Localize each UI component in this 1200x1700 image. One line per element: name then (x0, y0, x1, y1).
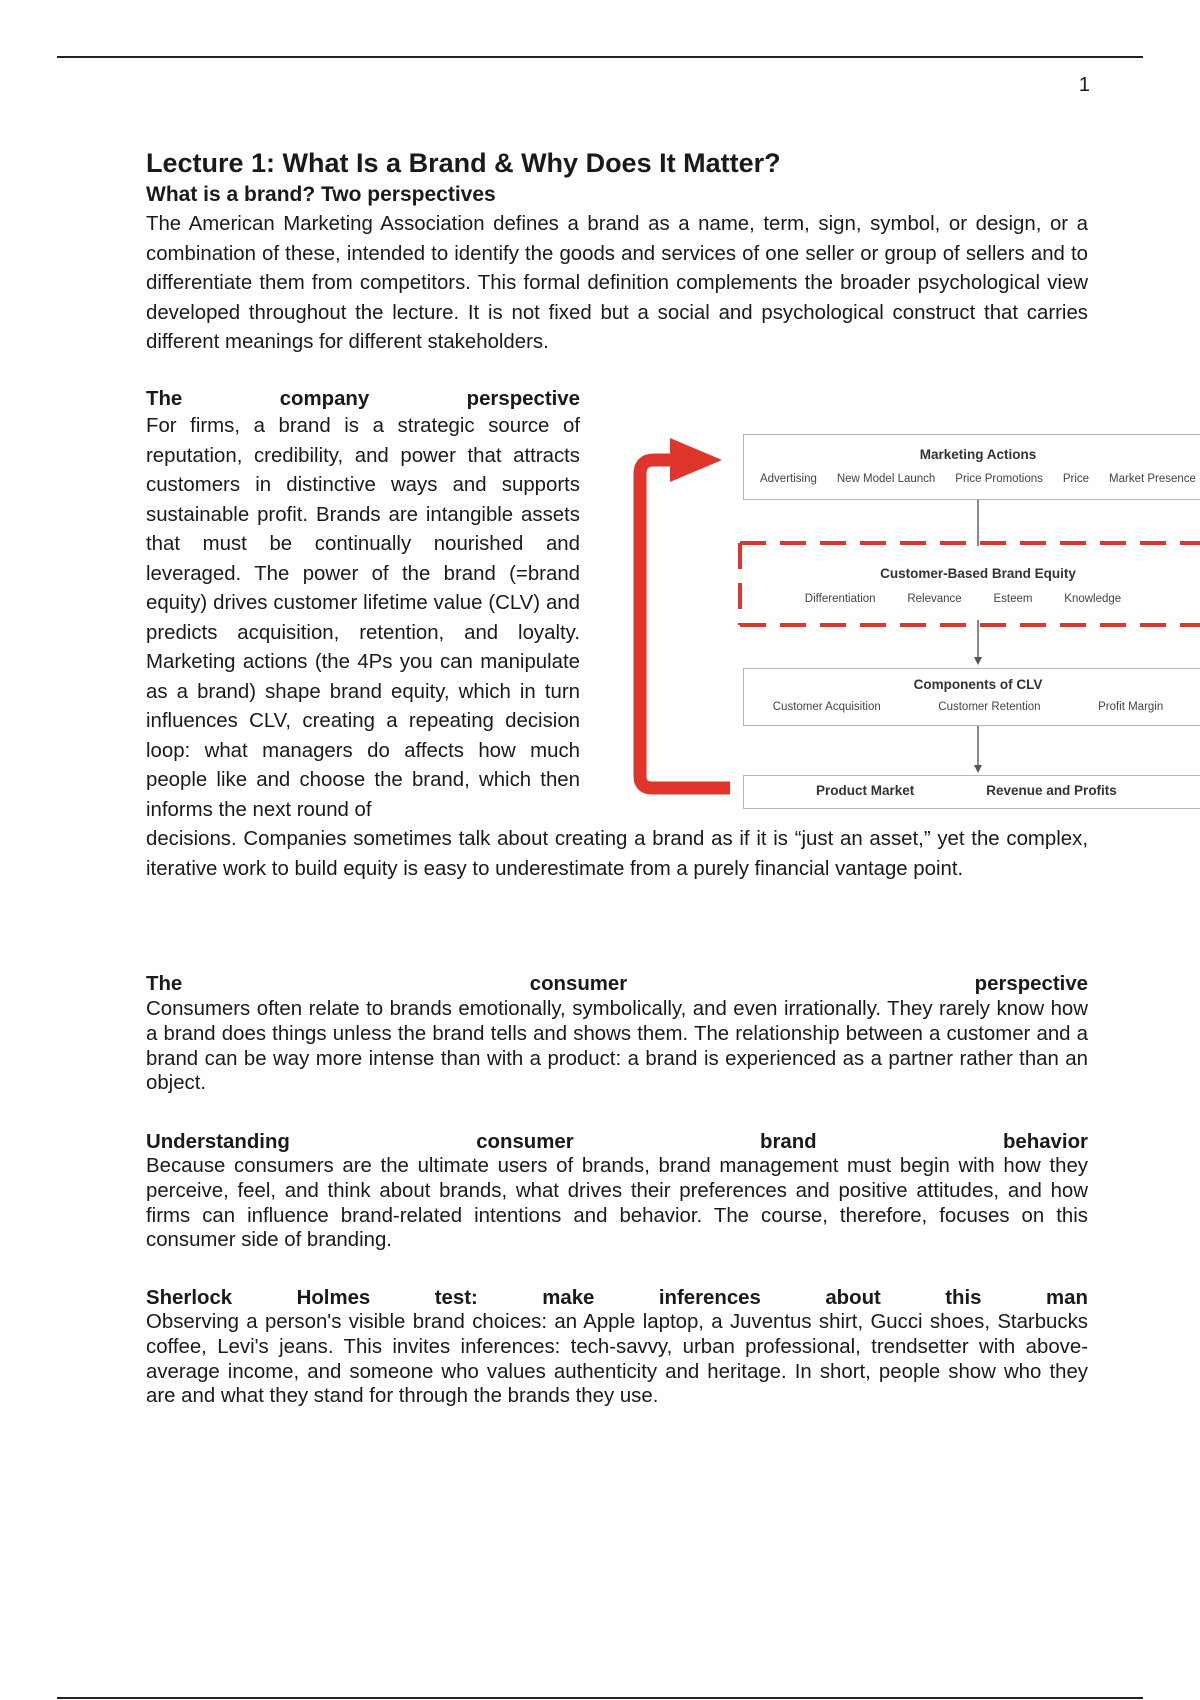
intro-paragraph: The American Marketing Association defines a brand as a name, term, sign, symbol, or design, or a combination of these, intended to identify the goods and services of one seller or group of sellers and to differentiate them from competitors. This formal definition complements the broader psychological view developed throughout the lecture. It is not fixed but a social and psychological construct that carries different meanings for different stakeholders. (146, 213, 1088, 353)
section-subtitle: What is a brand? Two perspectives (146, 183, 496, 206)
company-heading (146, 386, 580, 412)
box-item: Customer Acquisition (772, 701, 881, 713)
clv-box (743, 668, 1200, 726)
cbbe-box (743, 548, 1200, 618)
sherlock-heading (146, 1285, 1088, 1311)
box-item: New Model Launch (836, 473, 936, 485)
heading-word: perspective (974, 973, 1088, 995)
heading-word: about (825, 1287, 881, 1309)
heading-word: Holmes (296, 1287, 371, 1309)
heading-word: behavior (1002, 1131, 1088, 1153)
box-item: Relevance (907, 593, 962, 605)
box-title: Marketing Actions (919, 447, 1037, 462)
heading-word: The (146, 388, 183, 410)
box-title: Components of CLV (913, 677, 1043, 692)
lecture-title: Lecture 1: What Is a Brand & Why Does It Matter? (146, 148, 781, 178)
heading-word: Sherlock (146, 1287, 233, 1309)
heading-word: inferences (658, 1287, 761, 1309)
behavior-paragraph: Because consumers are the ultimate users of brands, brand management must begin with how they perceive, feel, and think about brands, what drives their preferences and positive attitudes, and how firms can influence brand-related intentions and behavior. The course, therefore, focuses on this consumer side of branding. (146, 1155, 1088, 1252)
box-item: Customer Retention (938, 701, 1041, 713)
box-item: Price (1062, 473, 1090, 485)
box-item: Product Market (816, 783, 915, 798)
box-item: Differentiation (804, 593, 876, 605)
heading-word: consumer (476, 1131, 574, 1153)
box-item: Esteem (993, 593, 1033, 605)
box-item: Price Promotions (955, 473, 1043, 485)
consumer-paragraph: Consumers often relate to brands emotionally, symbolically, and even irrationally. They rarely know how a brand does things unless the brand tells and shows them. The relationship between a customer and a brand can be way more intense than with a product: a brand is experienced as a partner rather than an object. (146, 998, 1088, 1095)
connector-arrowhead (974, 657, 982, 665)
heading-word: The (146, 973, 183, 995)
box-items (743, 593, 1200, 605)
sherlock-paragraph: Observing a person's visible brand choices: an Apple laptop, a Juventus shirt, Gucci shoes, Starbucks coffee, Levi's jeans. This invites inferences: tech-savvy, urban professional, trendsetter with above-average income, and someone who values authenticity and heritage. In short, people show who they are and what they stand for through the brands they use. (146, 1311, 1088, 1408)
page-number: 1 (1078, 74, 1090, 96)
company-body-wide: decisions. Companies sometimes talk about creating a brand as if it is “just an asset,” yet the complex, iterative work to build equity is easy to underestimate from a purely financial vantage point. (146, 828, 1088, 880)
box-item: Market Presence (1109, 473, 1196, 485)
heading-word: consumer (529, 973, 628, 995)
box-item: Advertising (759, 473, 817, 485)
company-body-narrow: For firms, a brand is a strategic source of reputation, credibility, and power that attracts customers in distinctive ways and supports sustainable profit. Brands are intangible assets that must be continually nourished and leveraged. The power of the brand (=brand equity) drives customer lifetime value (CLV) and predicts acquisition, retention, and loyalty. Marketing actions (the 4Ps you can manipulate as a brand) shape brand equity, which in turn influences CLV, creating a repeating decision loop: what managers do affects how much people like and choose the brand, which then informs the next round of (146, 415, 580, 821)
box-items (744, 701, 1200, 713)
connector-arrowhead (974, 765, 982, 773)
box-item: Knowledge (1064, 593, 1122, 605)
footer-rule (57, 1697, 1143, 1699)
heading-word: make (542, 1287, 595, 1309)
feedback-loop-arrow (640, 460, 730, 788)
behavior-heading (146, 1129, 1088, 1155)
box-item: Revenue and Profits (986, 783, 1117, 798)
marketing-actions-box (743, 434, 1200, 500)
box-items (744, 473, 1200, 485)
brand-value-chain-diagram (630, 430, 1200, 810)
box-items (744, 783, 1200, 798)
heading-word: test: (434, 1287, 478, 1309)
box-title: Customer-Based Brand Equity (880, 566, 1076, 581)
box-item: Profit Margin (1098, 701, 1164, 713)
heading-word: company (279, 388, 370, 410)
heading-word: man (1045, 1287, 1088, 1309)
consumer-heading (146, 971, 1088, 997)
header-rule (57, 56, 1143, 58)
heading-word: Understanding (146, 1131, 290, 1153)
heading-word: perspective (466, 388, 580, 410)
market-box (743, 775, 1200, 809)
heading-word: this (945, 1287, 982, 1309)
heading-word: brand (759, 1131, 817, 1153)
feedback-arrowhead (670, 438, 722, 482)
